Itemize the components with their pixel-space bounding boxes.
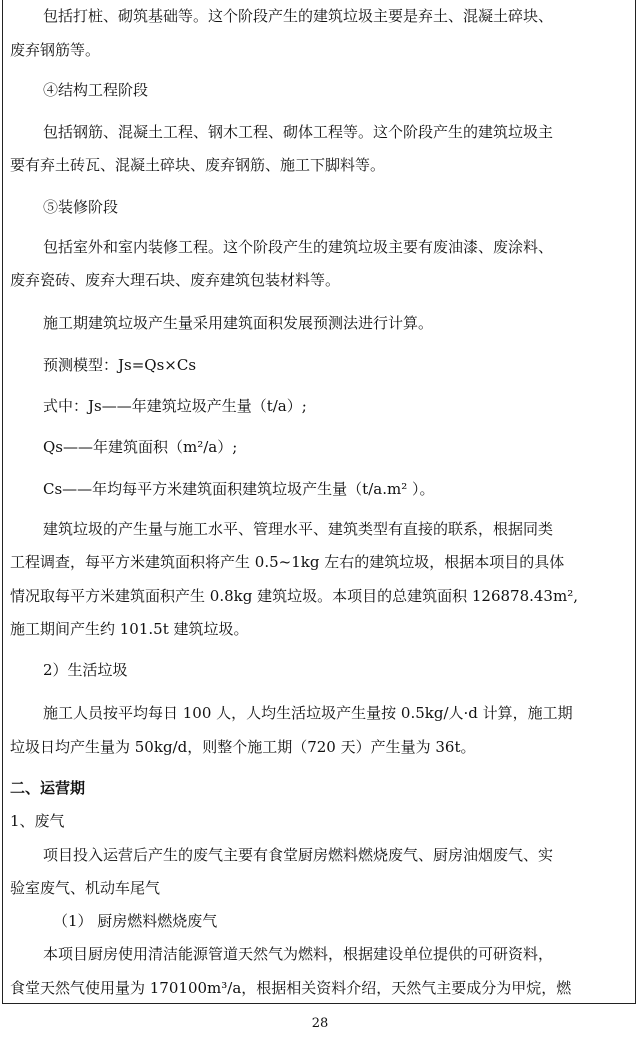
section-heading: 2）生活垃圾	[43, 661, 128, 679]
paragraph-line: 包括钢筋、混凝土工程、钢木工程、砌体工程等。这个阶段产生的建筑垃圾主	[43, 123, 554, 141]
paragraph-line: 施工期建筑垃圾产生量采用建筑面积发展预测法进行计算。	[43, 314, 434, 332]
paragraph-line: 项目投入运营后产生的废气主要有食堂厨房燃料燃烧废气、厨房油烟废气、实	[43, 846, 554, 864]
formula-line: Cs——年均每平方米建筑面积建筑垃圾产生量（t/a.m² ）。	[43, 480, 435, 498]
paragraph-line: 要有弃土砖瓦、混凝土碎块、废弃钢筋、施工下脚料等。	[10, 156, 386, 174]
formula-line: 预测模型：Js=Qs×Cs	[43, 356, 197, 374]
paragraph-line: 施工人员按平均每日 100 人，人均生活垃圾产生量按 0.5kg/人·d 计算，施工期	[43, 704, 573, 722]
paragraph-line: 废弃瓷砖、废弃大理石块、废弃建筑包装材料等。	[10, 271, 341, 289]
paragraph-line: 施工期间产生约 101.5t 建筑垃圾。	[10, 620, 249, 638]
formula-line: Qs——年建筑面积（m²/a）;	[43, 438, 238, 456]
paragraph-line: 情况取每平方米建筑面积产生 0.8kg 建筑垃圾。本项目的总建筑面积 126878.43m²,	[10, 587, 578, 605]
paragraph-line: 包括室外和室内装修工程。这个阶段产生的建筑垃圾主要有废油漆、废涂料、	[43, 238, 554, 256]
section-heading: ⑤装修阶段	[43, 198, 119, 216]
formula-line: 式中：Js——年建筑垃圾产生量（t/a）;	[43, 397, 307, 415]
chapter-heading: 二、运营期	[10, 779, 86, 797]
paragraph-line: 包括打桩、砌筑基础等。这个阶段产生的建筑垃圾主要是弃土、混凝土碎块、	[43, 7, 554, 25]
paragraph-line: 本项目厨房使用清洁能源管道天然气为燃料，根据建设单位提供的可研资料，	[43, 945, 554, 963]
paragraph-line: 垃圾日均产生量为 50kg/d，则整个施工期（720 天）产生量为 36t。	[10, 738, 476, 756]
paragraph-line: 工程调查，每平方米建筑面积将产生 0.5~1kg 左右的建筑垃圾，根据本项目的具体	[10, 553, 565, 571]
section-heading: 1、废气	[10, 812, 65, 830]
page-number: 28	[311, 1016, 329, 1031]
subsection-heading: （1） 厨房燃料燃烧废气	[53, 912, 218, 930]
paragraph-line: 建筑垃圾的产生量与施工水平、管理水平、建筑类型有直接的联系，根据同类	[43, 520, 554, 538]
paragraph-line: 食堂天然气使用量为 170100m³/a，根据相关资料介绍，天然气主要成分为甲烷，燃	[10, 979, 572, 997]
section-heading: ④结构工程阶段	[43, 81, 149, 99]
paragraph-line: 验室废气、机动车尾气	[10, 879, 161, 897]
paragraph-line: 废弃钢筋等。	[10, 41, 101, 59]
